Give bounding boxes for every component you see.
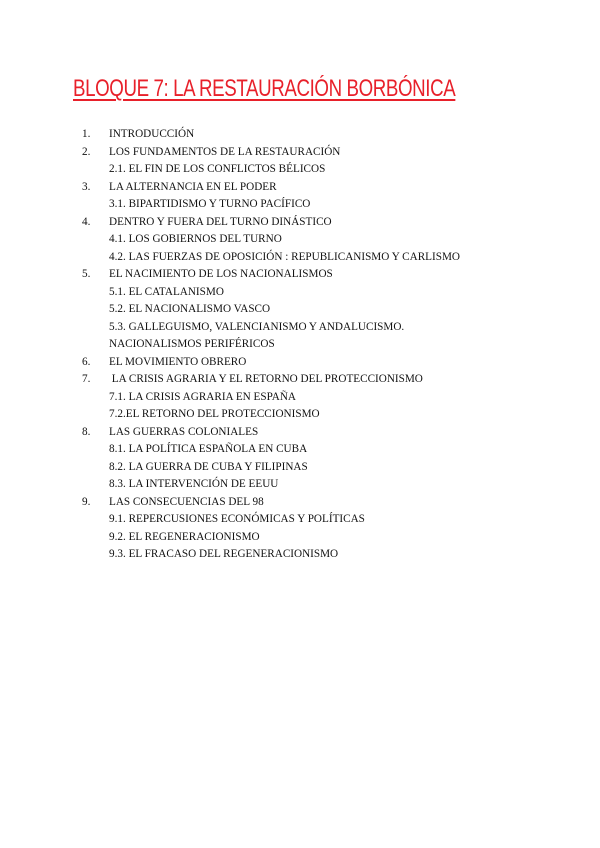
toc-subitem-8-2 [82, 459, 582, 477]
toc-subitem-5-3-continued [82, 336, 582, 354]
toc-subitem-2-1 [82, 161, 582, 179]
toc-number: 5. [82, 268, 91, 280]
toc-text: 5.3. GALLEGUISMO, VALENCIANISMO Y ANDALUCISMO. [109, 320, 405, 333]
toc-subitem-7-1 [82, 389, 582, 407]
toc-subitem-8-1 [82, 441, 582, 459]
toc-item-6 [82, 354, 582, 372]
toc-subitem-4-2 [82, 249, 582, 267]
toc-number: 1. [82, 128, 91, 140]
toc-item-7 [82, 371, 582, 389]
toc-text: 4.2. LAS FUERZAS DE OPOSICIÓN : REPUBLICANISMO Y CARLISMO [109, 250, 460, 263]
toc-item-5 [82, 266, 582, 284]
toc-text: DENTRO Y FUERA DEL TURNO DINÁSTICO [109, 215, 332, 228]
toc-subitem-9-1 [82, 511, 582, 529]
toc-text: 9.3. EL FRACASO DEL REGENERACIONISMO [109, 548, 339, 560]
toc-text: 8.2. LA GUERRA DE CUBA Y FILIPINAS [109, 460, 308, 473]
toc-text: LA CRISIS AGRARIA Y EL RETORNO DEL PROTECCIONISMO [109, 373, 423, 385]
toc-subitem-9-3 [82, 546, 582, 564]
toc-number: 8. [82, 425, 91, 438]
toc-text: 7.1. LA CRISIS AGRARIA EN ESPAÑA [109, 390, 297, 403]
toc-text: LAS CONSECUENCIAS DEL 98 [109, 495, 264, 508]
toc-subitem-5-2 [82, 301, 582, 319]
toc-subitem-5-1 [82, 284, 582, 302]
page-title: BLOQUE 7: LA RESTAURACIÓN BORBÓNICA [73, 75, 456, 102]
toc-text: 9.2. EL REGENERACIONISMO [109, 530, 260, 543]
toc-text: LA ALTERNANCIA EN EL PODER [109, 180, 277, 193]
toc-text: 2.1. EL FIN DE LOS CONFLICTOS BÉLICOS [109, 163, 326, 175]
toc-text: LOS FUNDAMENTOS DE LA RESTAURACIÓN [109, 145, 341, 158]
toc-number: 7. [82, 373, 91, 385]
table-of-contents [82, 126, 582, 564]
toc-number: 9. [82, 495, 91, 508]
toc-item-9 [82, 494, 582, 512]
toc-text: NACIONALISMOS PERIFÉRICOS [109, 338, 275, 350]
toc-text: 3.1. BIPARTIDISMO Y TURNO PACÍFICO [109, 198, 311, 210]
toc-item-3 [82, 179, 582, 197]
toc-subitem-7-2 [82, 406, 582, 424]
toc-item-4 [82, 214, 582, 232]
toc-item-1 [82, 126, 582, 144]
toc-subitem-5-3 [82, 319, 582, 337]
toc-item-2 [82, 144, 582, 162]
toc-text: 5.1. EL CATALANISMO [109, 285, 224, 298]
toc-subitem-3-1 [82, 196, 582, 214]
toc-text: INTRODUCCIÓN [109, 128, 195, 140]
toc-number: 3. [82, 180, 91, 193]
toc-number: 2. [82, 145, 91, 158]
toc-text: 4.1. LOS GOBIERNOS DEL TURNO [109, 233, 282, 245]
toc-text: 5.2. EL NACIONALISMO VASCO [109, 303, 271, 315]
toc-subitem-4-1 [82, 231, 582, 249]
toc-text: EL NACIMIENTO DE LOS NACIONALISMOS [109, 268, 333, 280]
toc-number: 6. [82, 355, 91, 368]
toc-text: LAS GUERRAS COLONIALES [109, 425, 259, 438]
toc-text: 8.1. LA POLÍTICA ESPAÑOLA EN CUBA [109, 443, 308, 455]
toc-subitem-8-3 [82, 476, 582, 494]
toc-text: EL MOVIMIENTO OBRERO [109, 355, 247, 368]
toc-text: 9.1. REPERCUSIONES ECONÓMICAS Y POLÍTICAS [109, 513, 365, 525]
toc-number: 4. [82, 215, 91, 228]
toc-text: 7.2.EL RETORNO DEL PROTECCIONISMO [109, 408, 320, 420]
toc-text: 8.3. LA INTERVENCIÓN DE EEUU [109, 478, 279, 490]
toc-subitem-9-2 [82, 529, 582, 547]
toc-item-8 [82, 424, 582, 442]
